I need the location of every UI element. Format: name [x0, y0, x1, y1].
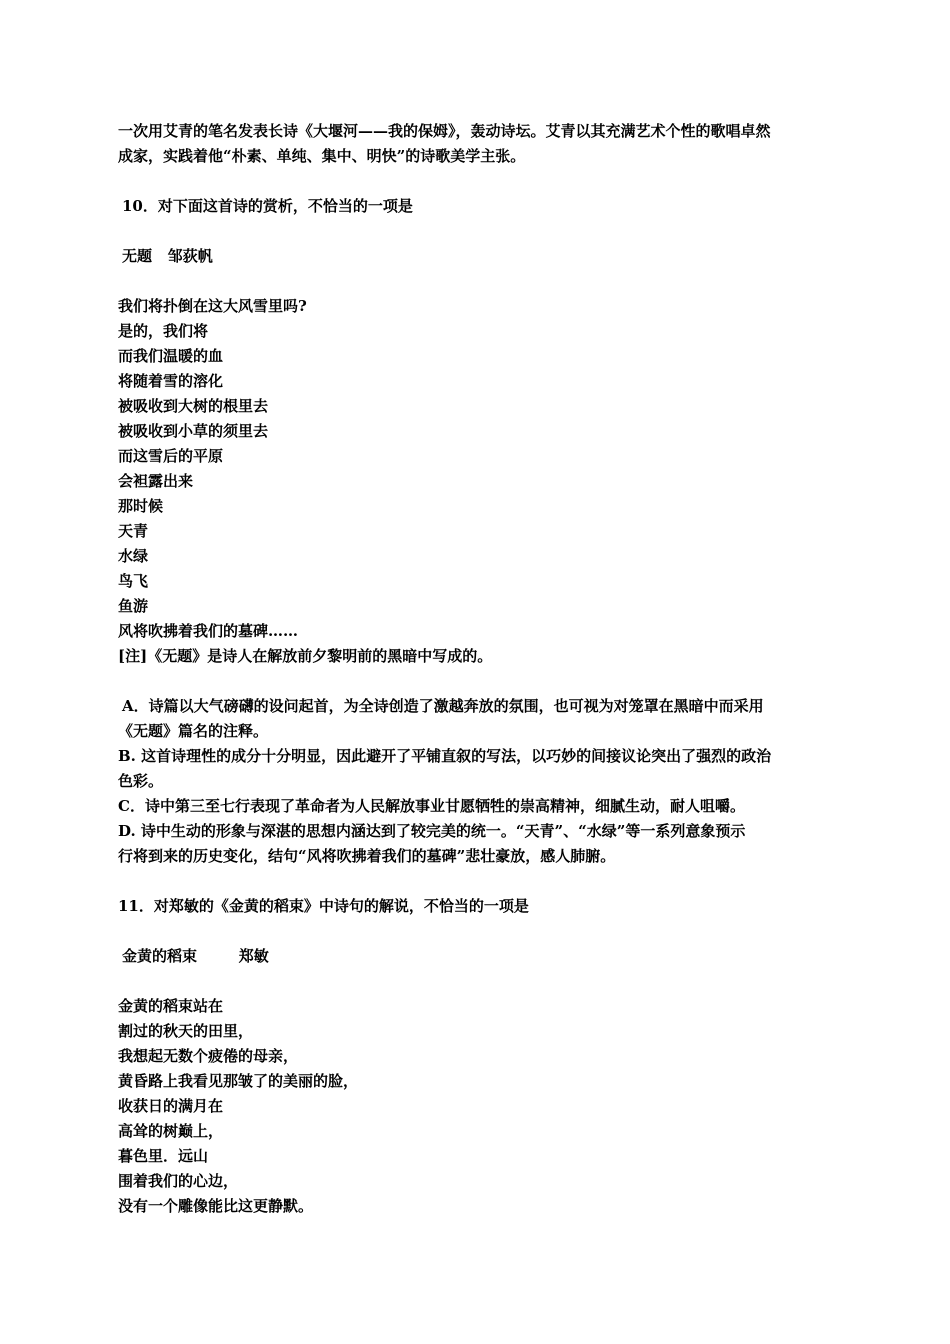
option-d-line-2: 行将到来的历史变化，结句“风将吹拂着我们的墓碑”悲壮豪放，感人肺腑。 — [118, 847, 616, 865]
poem-10-heading — [118, 244, 840, 269]
poem-line: 没有一个雕像能比这更静默。 — [118, 1197, 314, 1215]
poem-10-note: [注]《无题》是诗人在解放前夕黎明前的黑暗中写成的。 — [118, 647, 493, 665]
option-b-line-1: B. 这首诗理性的成分十分明显，因此避开了平铺直叙的写法，以巧妙的间接议论突出了强烈的政治 — [118, 747, 772, 765]
poem-11-heading — [118, 944, 840, 969]
poem-line: 黄昏路上我看见那皱了的美丽的脸， — [118, 1072, 359, 1090]
poem-line: 会袒露出来 — [118, 472, 194, 490]
spacer — [118, 969, 840, 994]
poem-line: 割过的秋天的田里， — [118, 1022, 254, 1040]
question-10-text: ．对下面这首诗的赏析，不恰当的一项是 — [142, 197, 413, 215]
poem-line: 那时候 — [118, 497, 164, 515]
poem-11-body — [118, 994, 840, 1219]
poem-line: 我们将扑倒在这大风雪里吗? — [118, 297, 307, 315]
poem-line: 鸟飞 — [118, 572, 149, 590]
poem-line: 高耸的树巅上， — [118, 1122, 224, 1140]
spacer — [118, 269, 840, 294]
spacer — [118, 219, 840, 244]
poem-10-author: 邹荻帆 — [167, 247, 213, 265]
poem-line: 鱼游 — [118, 597, 149, 615]
poem-line: 金黄的稻束站在 — [118, 997, 224, 1015]
poem-line: 水绿 — [118, 547, 149, 565]
poem-line: 被吸收到小草的须里去 — [118, 422, 269, 440]
option-a-line-2: 《无题》篇名的注释。 — [118, 722, 269, 740]
question-10-stem — [118, 194, 840, 219]
spacer — [118, 869, 840, 894]
poem-line: 天青 — [118, 522, 149, 540]
option-a-line-1: A．诗篇以大气磅礴的设问起首，为全诗创造了激越奔放的氛围，也可视为对笼罩在黑暗中而采用 — [122, 697, 764, 715]
poem-line: 风将吹拂着我们的墓碑…… — [118, 622, 299, 640]
intro-line-1: 一次用艾青的笔名发表长诗《大堰河——我的保姆》，轰动诗坛。艾青以其充满艺术个性的歌唱卓然 — [118, 122, 771, 140]
poem-line: 被吸收到大树的根里去 — [118, 397, 269, 415]
intro-line-2: 成家，实践着他“朴素、单纯、集中、明快”的诗歌美学主张。 — [118, 147, 526, 165]
question-11-text: ．对郑敏的《金黄的稻束》中诗句的解说，不恰当的一项是 — [138, 897, 529, 915]
option-d-line-1: D. 诗中生动的形象与深湛的思想内涵达到了较完美的统一。“天青”、“水绿”等一系列意象预示 — [118, 822, 746, 840]
poem-line: 而这雪后的平原 — [118, 447, 224, 465]
option-b-line-2: 色彩。 — [118, 772, 164, 790]
poem-line: 围着我们的心边， — [118, 1172, 239, 1190]
poem-line: 是的，我们将 — [118, 322, 209, 340]
question-10-options — [118, 694, 840, 869]
option-c-line-1: C．诗中第三至七行表现了革命者为人民解放事业甘愿牺牲的崇高精神，细腻生动，耐人咀嚼。 — [118, 797, 745, 815]
poem-line: 将随着雪的溶化 — [118, 372, 224, 390]
question-10-number: 10 — [122, 197, 143, 215]
poem-10-title: 无题 — [122, 247, 153, 265]
poem-11-title: 金黄的稻束 — [122, 947, 198, 965]
question-11-number: 11 — [118, 897, 139, 915]
poem-line: 暮色里．远山 — [118, 1147, 209, 1165]
poem-10-body — [118, 294, 840, 644]
poem-11-author: 郑敏 — [238, 947, 269, 965]
spacer — [118, 169, 840, 194]
poem-line: 收获日的满月在 — [118, 1097, 224, 1115]
spacer — [118, 919, 840, 944]
spacer — [118, 669, 840, 694]
document-page — [118, 119, 840, 1219]
question-11-stem — [118, 894, 840, 919]
poem-line: 而我们温暖的血 — [118, 347, 224, 365]
poem-line: 我想起无数个疲倦的母亲， — [118, 1047, 299, 1065]
